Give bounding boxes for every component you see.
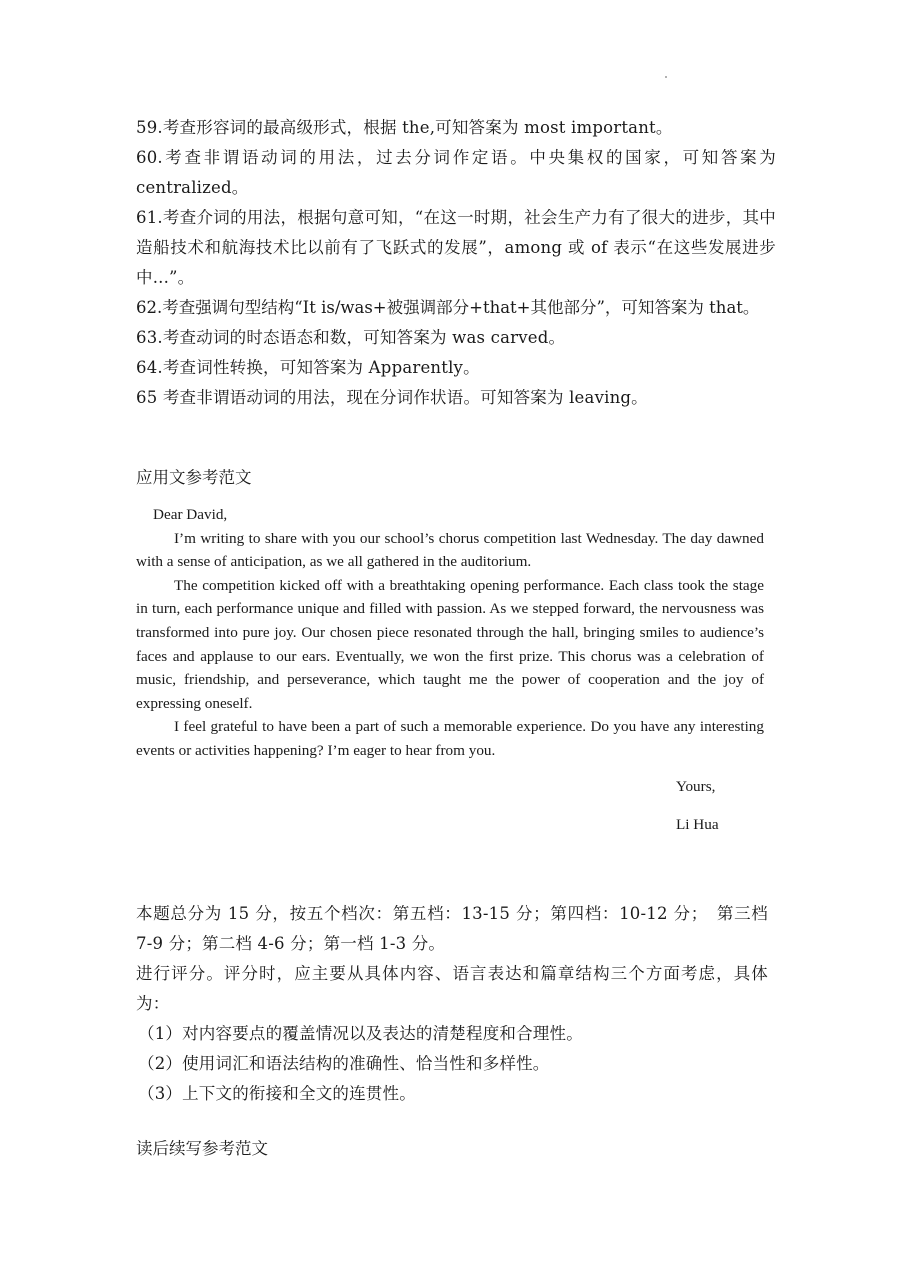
answer-note-65: 65 考查非谓语动词的用法，现在分词作状语。可知答案为 leaving。: [136, 388, 648, 407]
sample-letter: [136, 503, 764, 763]
answer-note-61: 61.考查介词的用法，根据句意可知，“在这一时期，社会生产力有了很大的进步，其中造船技术和航海技术比以前有了飞跃式的发展”，among 或 of 表示“在这些发展进步中...”。: [136, 208, 776, 287]
scan-speck: [665, 76, 667, 78]
continuation-heading: 读后续写参考范文: [136, 1139, 268, 1158]
scoring-intro: 本题总分为 15 分，按五个档次：第五档：13-15 分；第四档：10-12 分； 第三档 7-9 分；第二档 4-6 分；第一档 1-3 分。: [136, 904, 768, 953]
letter-paragraph-1: I’m writing to share with you our school’s chorus competition last Wednesday. The day dawned with a sense of anticipation, as we all gathered in the auditorium.: [136, 529, 764, 571]
letter-paragraph-2: The competition kicked off with a breathtaking opening performance. Each class took the stage in turn, each performance unique and filled with passion. As we stepped forward, the nervousness was transformed into pure joy. Our chosen piece resonated through the hall, bringing smiles to audience’s faces and applause to our ears. Eventually, we won the first prize. This chorus was a celebration of music, friendship, and perseverance, which taught me the power of cooperation and the joy of expressing oneself.: [136, 576, 764, 712]
answer-note-63: 63.考查动词的时态语态和数，可知答案为 was carved。: [136, 328, 566, 347]
letter-salutation: Dear David,: [153, 506, 228, 523]
letter-closing: Yours,: [676, 778, 716, 795]
letter-paragraph-3: I feel grateful to have been a part of such a memorable experience. Do you have any interesting events or activities happening? I’m eager to hear from you.: [136, 718, 764, 759]
scoring-criterion-1: （1）对内容要点的覆盖情况以及表达的清楚程度和合理性。: [138, 1024, 583, 1043]
scoring-criterion-2: （2）使用词汇和语法结构的准确性、恰当性和多样性。: [138, 1054, 550, 1073]
answer-note-64: 64.考查词性转换，可知答案为 Apparently。: [136, 358, 480, 377]
scoring-instruction: 进行评分。评分时，应主要从具体内容、语言表达和篇章结构三个方面考虑，具体为：: [136, 964, 768, 1013]
answer-note-59: 59.考查形容词的最高级形式，根据 the,可知答案为 most important。: [136, 118, 673, 137]
letter-signature: Li Hua: [676, 816, 719, 833]
answer-notes: [136, 113, 776, 413]
answer-note-62: 62.考查强调句型结构“It is/was+被强调部分+that+其他部分”，可知答案为 that。: [136, 298, 760, 317]
scoring-criterion-3: （3）上下文的衔接和全文的连贯性。: [138, 1084, 416, 1103]
answer-note-60: 60.考查非谓语动词的用法，过去分词作定语。中央集权的国家，可知答案为 centralized。: [136, 148, 776, 197]
sample-letter-heading: 应用文参考范文: [136, 468, 252, 487]
scoring-rubric: [136, 899, 768, 1109]
